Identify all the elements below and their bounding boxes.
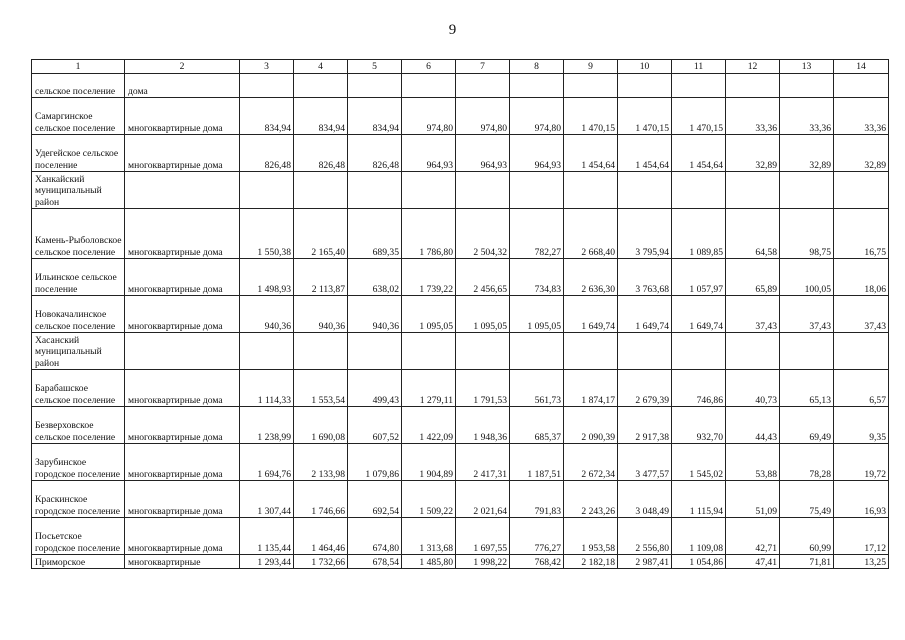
value-cell xyxy=(456,74,510,98)
settlement-name-cell: Новокачалинское сельское поселение xyxy=(32,296,125,333)
tariff-table xyxy=(31,59,889,569)
housing-type-cell: многоквартирные дома xyxy=(125,296,240,333)
value-cell: 33,36 xyxy=(780,98,834,135)
settlement-name-cell: сельское поселение xyxy=(32,74,125,98)
value-cell: 1 109,08 xyxy=(672,518,726,555)
value-cell: 1 550,38 xyxy=(240,209,294,259)
value-cell xyxy=(834,172,889,209)
settlement-name-cell: Приморское xyxy=(32,555,125,569)
value-cell: 71,81 xyxy=(780,555,834,569)
value-cell xyxy=(348,74,402,98)
column-header: 1 xyxy=(32,60,125,74)
value-cell xyxy=(564,74,618,98)
value-cell: 1 095,05 xyxy=(402,296,456,333)
value-cell: 9,35 xyxy=(834,407,889,444)
value-cell: 37,43 xyxy=(834,296,889,333)
value-cell: 3 048,49 xyxy=(618,481,672,518)
value-cell: 834,94 xyxy=(348,98,402,135)
housing-type-cell: многоквартирные дома xyxy=(125,209,240,259)
value-cell: 1 786,80 xyxy=(402,209,456,259)
settlement-name-cell: Камень-Рыболовское сельское поселение xyxy=(32,209,125,259)
value-cell: 1 953,58 xyxy=(564,518,618,555)
value-cell: 940,36 xyxy=(348,296,402,333)
value-cell: 746,86 xyxy=(672,370,726,407)
housing-type-cell xyxy=(125,172,240,209)
value-cell: 964,93 xyxy=(456,135,510,172)
value-cell: 1 791,53 xyxy=(456,370,510,407)
value-cell: 2 679,39 xyxy=(618,370,672,407)
value-cell xyxy=(510,333,564,370)
value-cell: 1 470,15 xyxy=(564,98,618,135)
value-cell xyxy=(672,172,726,209)
column-header: 4 xyxy=(294,60,348,74)
table-row xyxy=(32,444,889,481)
value-cell: 13,25 xyxy=(834,555,889,569)
value-cell: 1 553,54 xyxy=(294,370,348,407)
value-cell: 1 114,33 xyxy=(240,370,294,407)
settlement-name-cell: Самаргинское сельское поселение xyxy=(32,98,125,135)
value-cell: 1 464,46 xyxy=(294,518,348,555)
value-cell: 2 917,38 xyxy=(618,407,672,444)
value-cell: 1 746,66 xyxy=(294,481,348,518)
value-cell: 1 313,68 xyxy=(402,518,456,555)
table-row xyxy=(32,98,889,135)
value-cell: 2 113,87 xyxy=(294,259,348,296)
column-header: 11 xyxy=(672,60,726,74)
value-cell: 826,48 xyxy=(348,135,402,172)
value-cell: 40,73 xyxy=(726,370,780,407)
value-cell: 33,36 xyxy=(726,98,780,135)
value-cell: 16,93 xyxy=(834,481,889,518)
value-cell: 51,09 xyxy=(726,481,780,518)
value-cell: 32,89 xyxy=(726,135,780,172)
value-cell: 1 998,22 xyxy=(456,555,510,569)
value-cell: 1 079,86 xyxy=(348,444,402,481)
value-cell: 974,80 xyxy=(510,98,564,135)
value-cell: 17,12 xyxy=(834,518,889,555)
value-cell: 1 422,09 xyxy=(402,407,456,444)
table-row xyxy=(32,370,889,407)
value-cell: 1 470,15 xyxy=(618,98,672,135)
column-header: 5 xyxy=(348,60,402,74)
housing-type-cell: многоквартирные дома xyxy=(125,518,240,555)
value-cell xyxy=(402,333,456,370)
value-cell xyxy=(780,74,834,98)
value-cell: 1 470,15 xyxy=(672,98,726,135)
value-cell: 19,72 xyxy=(834,444,889,481)
value-cell: 1 649,74 xyxy=(618,296,672,333)
header-row xyxy=(32,60,889,74)
value-cell: 3 763,68 xyxy=(618,259,672,296)
value-cell: 78,28 xyxy=(780,444,834,481)
value-cell: 561,73 xyxy=(510,370,564,407)
value-cell: 1 095,05 xyxy=(510,296,564,333)
value-cell: 1 690,08 xyxy=(294,407,348,444)
value-cell xyxy=(456,333,510,370)
value-cell xyxy=(456,172,510,209)
value-cell: 974,80 xyxy=(456,98,510,135)
value-cell: 499,43 xyxy=(348,370,402,407)
table-row xyxy=(32,555,889,569)
page-number: 9 xyxy=(448,22,457,38)
value-cell: 1 057,97 xyxy=(672,259,726,296)
value-cell: 6,57 xyxy=(834,370,889,407)
value-cell: 1 509,22 xyxy=(402,481,456,518)
value-cell: 1 904,89 xyxy=(402,444,456,481)
value-cell: 3 477,57 xyxy=(618,444,672,481)
value-cell: 32,89 xyxy=(834,135,889,172)
settlement-name-cell: Посьетское городское поселение xyxy=(32,518,125,555)
value-cell: 1 293,44 xyxy=(240,555,294,569)
value-cell xyxy=(780,333,834,370)
settlement-name-cell: Хасанский муниципальный район xyxy=(32,333,125,370)
table-body xyxy=(32,74,889,569)
value-cell: 2 636,30 xyxy=(564,259,618,296)
value-cell: 98,75 xyxy=(780,209,834,259)
settlement-name-cell: Ханкайский муниципальный район xyxy=(32,172,125,209)
table-row xyxy=(32,407,889,444)
table-row xyxy=(32,135,889,172)
value-cell xyxy=(726,333,780,370)
housing-type-cell: многоквартирные дома xyxy=(125,407,240,444)
table-row xyxy=(32,481,889,518)
column-header: 7 xyxy=(456,60,510,74)
table-row xyxy=(32,259,889,296)
value-cell xyxy=(726,74,780,98)
value-cell: 1 649,74 xyxy=(564,296,618,333)
value-cell: 2 504,32 xyxy=(456,209,510,259)
housing-type-cell: многоквартирные дома xyxy=(125,370,240,407)
value-cell: 689,35 xyxy=(348,209,402,259)
settlement-name-cell: Безверховское сельское поселение xyxy=(32,407,125,444)
housing-type-cell: многоквартирные дома xyxy=(125,444,240,481)
value-cell: 32,89 xyxy=(780,135,834,172)
value-cell: 1 498,93 xyxy=(240,259,294,296)
value-cell: 1 694,76 xyxy=(240,444,294,481)
value-cell: 826,48 xyxy=(240,135,294,172)
value-cell: 932,70 xyxy=(672,407,726,444)
value-cell xyxy=(348,172,402,209)
value-cell: 44,43 xyxy=(726,407,780,444)
value-cell: 678,54 xyxy=(348,555,402,569)
column-header: 14 xyxy=(834,60,889,74)
value-cell: 776,27 xyxy=(510,518,564,555)
value-cell: 1 238,99 xyxy=(240,407,294,444)
value-cell: 826,48 xyxy=(294,135,348,172)
value-cell: 16,75 xyxy=(834,209,889,259)
value-cell: 2 417,31 xyxy=(456,444,510,481)
column-header: 9 xyxy=(564,60,618,74)
housing-type-cell: многоквартирные дома xyxy=(125,98,240,135)
value-cell: 1 485,80 xyxy=(402,555,456,569)
column-header: 10 xyxy=(618,60,672,74)
value-cell: 47,41 xyxy=(726,555,780,569)
value-cell xyxy=(510,172,564,209)
value-cell xyxy=(294,333,348,370)
value-cell: 2 456,65 xyxy=(456,259,510,296)
value-cell: 734,83 xyxy=(510,259,564,296)
value-cell: 1 187,51 xyxy=(510,444,564,481)
value-cell: 2 133,98 xyxy=(294,444,348,481)
value-cell: 53,88 xyxy=(726,444,780,481)
value-cell: 100,05 xyxy=(780,259,834,296)
value-cell: 1 454,64 xyxy=(564,135,618,172)
value-cell xyxy=(240,74,294,98)
column-header: 6 xyxy=(402,60,456,74)
settlement-name-cell: Барабашское сельское поселение xyxy=(32,370,125,407)
value-cell: 2 182,18 xyxy=(564,555,618,569)
value-cell: 1 089,85 xyxy=(672,209,726,259)
value-cell xyxy=(780,172,834,209)
value-cell xyxy=(834,333,889,370)
value-cell: 940,36 xyxy=(294,296,348,333)
value-cell: 1 307,44 xyxy=(240,481,294,518)
value-cell: 2 165,40 xyxy=(294,209,348,259)
value-cell: 2 987,41 xyxy=(618,555,672,569)
column-header: 13 xyxy=(780,60,834,74)
value-cell xyxy=(240,172,294,209)
value-cell: 685,37 xyxy=(510,407,564,444)
value-cell xyxy=(618,172,672,209)
settlement-name-cell: Краскинское городское поселение xyxy=(32,481,125,518)
value-cell: 2 668,40 xyxy=(564,209,618,259)
value-cell: 1 545,02 xyxy=(672,444,726,481)
value-cell: 1 874,17 xyxy=(564,370,618,407)
settlement-name-cell: Удегейское сельское поселение xyxy=(32,135,125,172)
value-cell xyxy=(240,333,294,370)
value-cell: 638,02 xyxy=(348,259,402,296)
housing-type-cell: многоквартирные дома xyxy=(125,481,240,518)
value-cell: 3 795,94 xyxy=(618,209,672,259)
value-cell: 1 054,86 xyxy=(672,555,726,569)
value-cell xyxy=(348,333,402,370)
value-cell: 940,36 xyxy=(240,296,294,333)
value-cell xyxy=(672,74,726,98)
housing-type-cell: многоквартирные дома xyxy=(125,259,240,296)
value-cell: 64,58 xyxy=(726,209,780,259)
value-cell xyxy=(564,172,618,209)
value-cell xyxy=(294,172,348,209)
value-cell: 1 697,55 xyxy=(456,518,510,555)
settlement-name-cell: Зарубинское городское поселение xyxy=(32,444,125,481)
value-cell: 692,54 xyxy=(348,481,402,518)
value-cell: 1 732,66 xyxy=(294,555,348,569)
value-cell: 674,80 xyxy=(348,518,402,555)
value-cell: 37,43 xyxy=(726,296,780,333)
housing-type-cell: многоквартирные дома xyxy=(125,135,240,172)
value-cell: 1 948,36 xyxy=(456,407,510,444)
settlement-name-cell: Ильинское сельское поселение xyxy=(32,259,125,296)
value-cell: 37,43 xyxy=(780,296,834,333)
value-cell xyxy=(402,172,456,209)
value-cell: 18,06 xyxy=(834,259,889,296)
value-cell xyxy=(672,333,726,370)
housing-type-cell xyxy=(125,333,240,370)
value-cell: 2 243,26 xyxy=(564,481,618,518)
column-header: 3 xyxy=(240,60,294,74)
value-cell: 75,49 xyxy=(780,481,834,518)
value-cell: 65,13 xyxy=(780,370,834,407)
value-cell xyxy=(618,333,672,370)
value-cell xyxy=(564,333,618,370)
value-cell: 974,80 xyxy=(402,98,456,135)
value-cell: 1 454,64 xyxy=(618,135,672,172)
housing-type-cell: дома xyxy=(125,74,240,98)
value-cell: 964,93 xyxy=(510,135,564,172)
value-cell: 1 095,05 xyxy=(456,296,510,333)
value-cell: 1 115,94 xyxy=(672,481,726,518)
value-cell: 33,36 xyxy=(834,98,889,135)
value-cell xyxy=(402,74,456,98)
table-row xyxy=(32,74,889,98)
table-row xyxy=(32,296,889,333)
column-header: 8 xyxy=(510,60,564,74)
value-cell: 1 454,64 xyxy=(672,135,726,172)
value-cell: 782,27 xyxy=(510,209,564,259)
value-cell xyxy=(834,74,889,98)
table-row xyxy=(32,172,889,209)
value-cell: 834,94 xyxy=(240,98,294,135)
table-row xyxy=(32,333,889,370)
value-cell: 2 090,39 xyxy=(564,407,618,444)
value-cell: 65,89 xyxy=(726,259,780,296)
table-row xyxy=(32,518,889,555)
value-cell: 834,94 xyxy=(294,98,348,135)
value-cell: 2 021,64 xyxy=(456,481,510,518)
value-cell: 1 279,11 xyxy=(402,370,456,407)
column-header: 12 xyxy=(726,60,780,74)
value-cell: 1 649,74 xyxy=(672,296,726,333)
value-cell: 2 672,34 xyxy=(564,444,618,481)
value-cell: 1 739,22 xyxy=(402,259,456,296)
value-cell: 2 556,80 xyxy=(618,518,672,555)
value-cell xyxy=(726,172,780,209)
value-cell: 768,42 xyxy=(510,555,564,569)
table-row xyxy=(32,209,889,259)
value-cell xyxy=(510,74,564,98)
column-header: 2 xyxy=(125,60,240,74)
value-cell: 607,52 xyxy=(348,407,402,444)
value-cell: 1 135,44 xyxy=(240,518,294,555)
value-cell: 42,71 xyxy=(726,518,780,555)
value-cell: 60,99 xyxy=(780,518,834,555)
value-cell: 69,49 xyxy=(780,407,834,444)
housing-type-cell: многоквартирные xyxy=(125,555,240,569)
value-cell xyxy=(618,74,672,98)
value-cell xyxy=(294,74,348,98)
value-cell: 791,83 xyxy=(510,481,564,518)
value-cell: 964,93 xyxy=(402,135,456,172)
